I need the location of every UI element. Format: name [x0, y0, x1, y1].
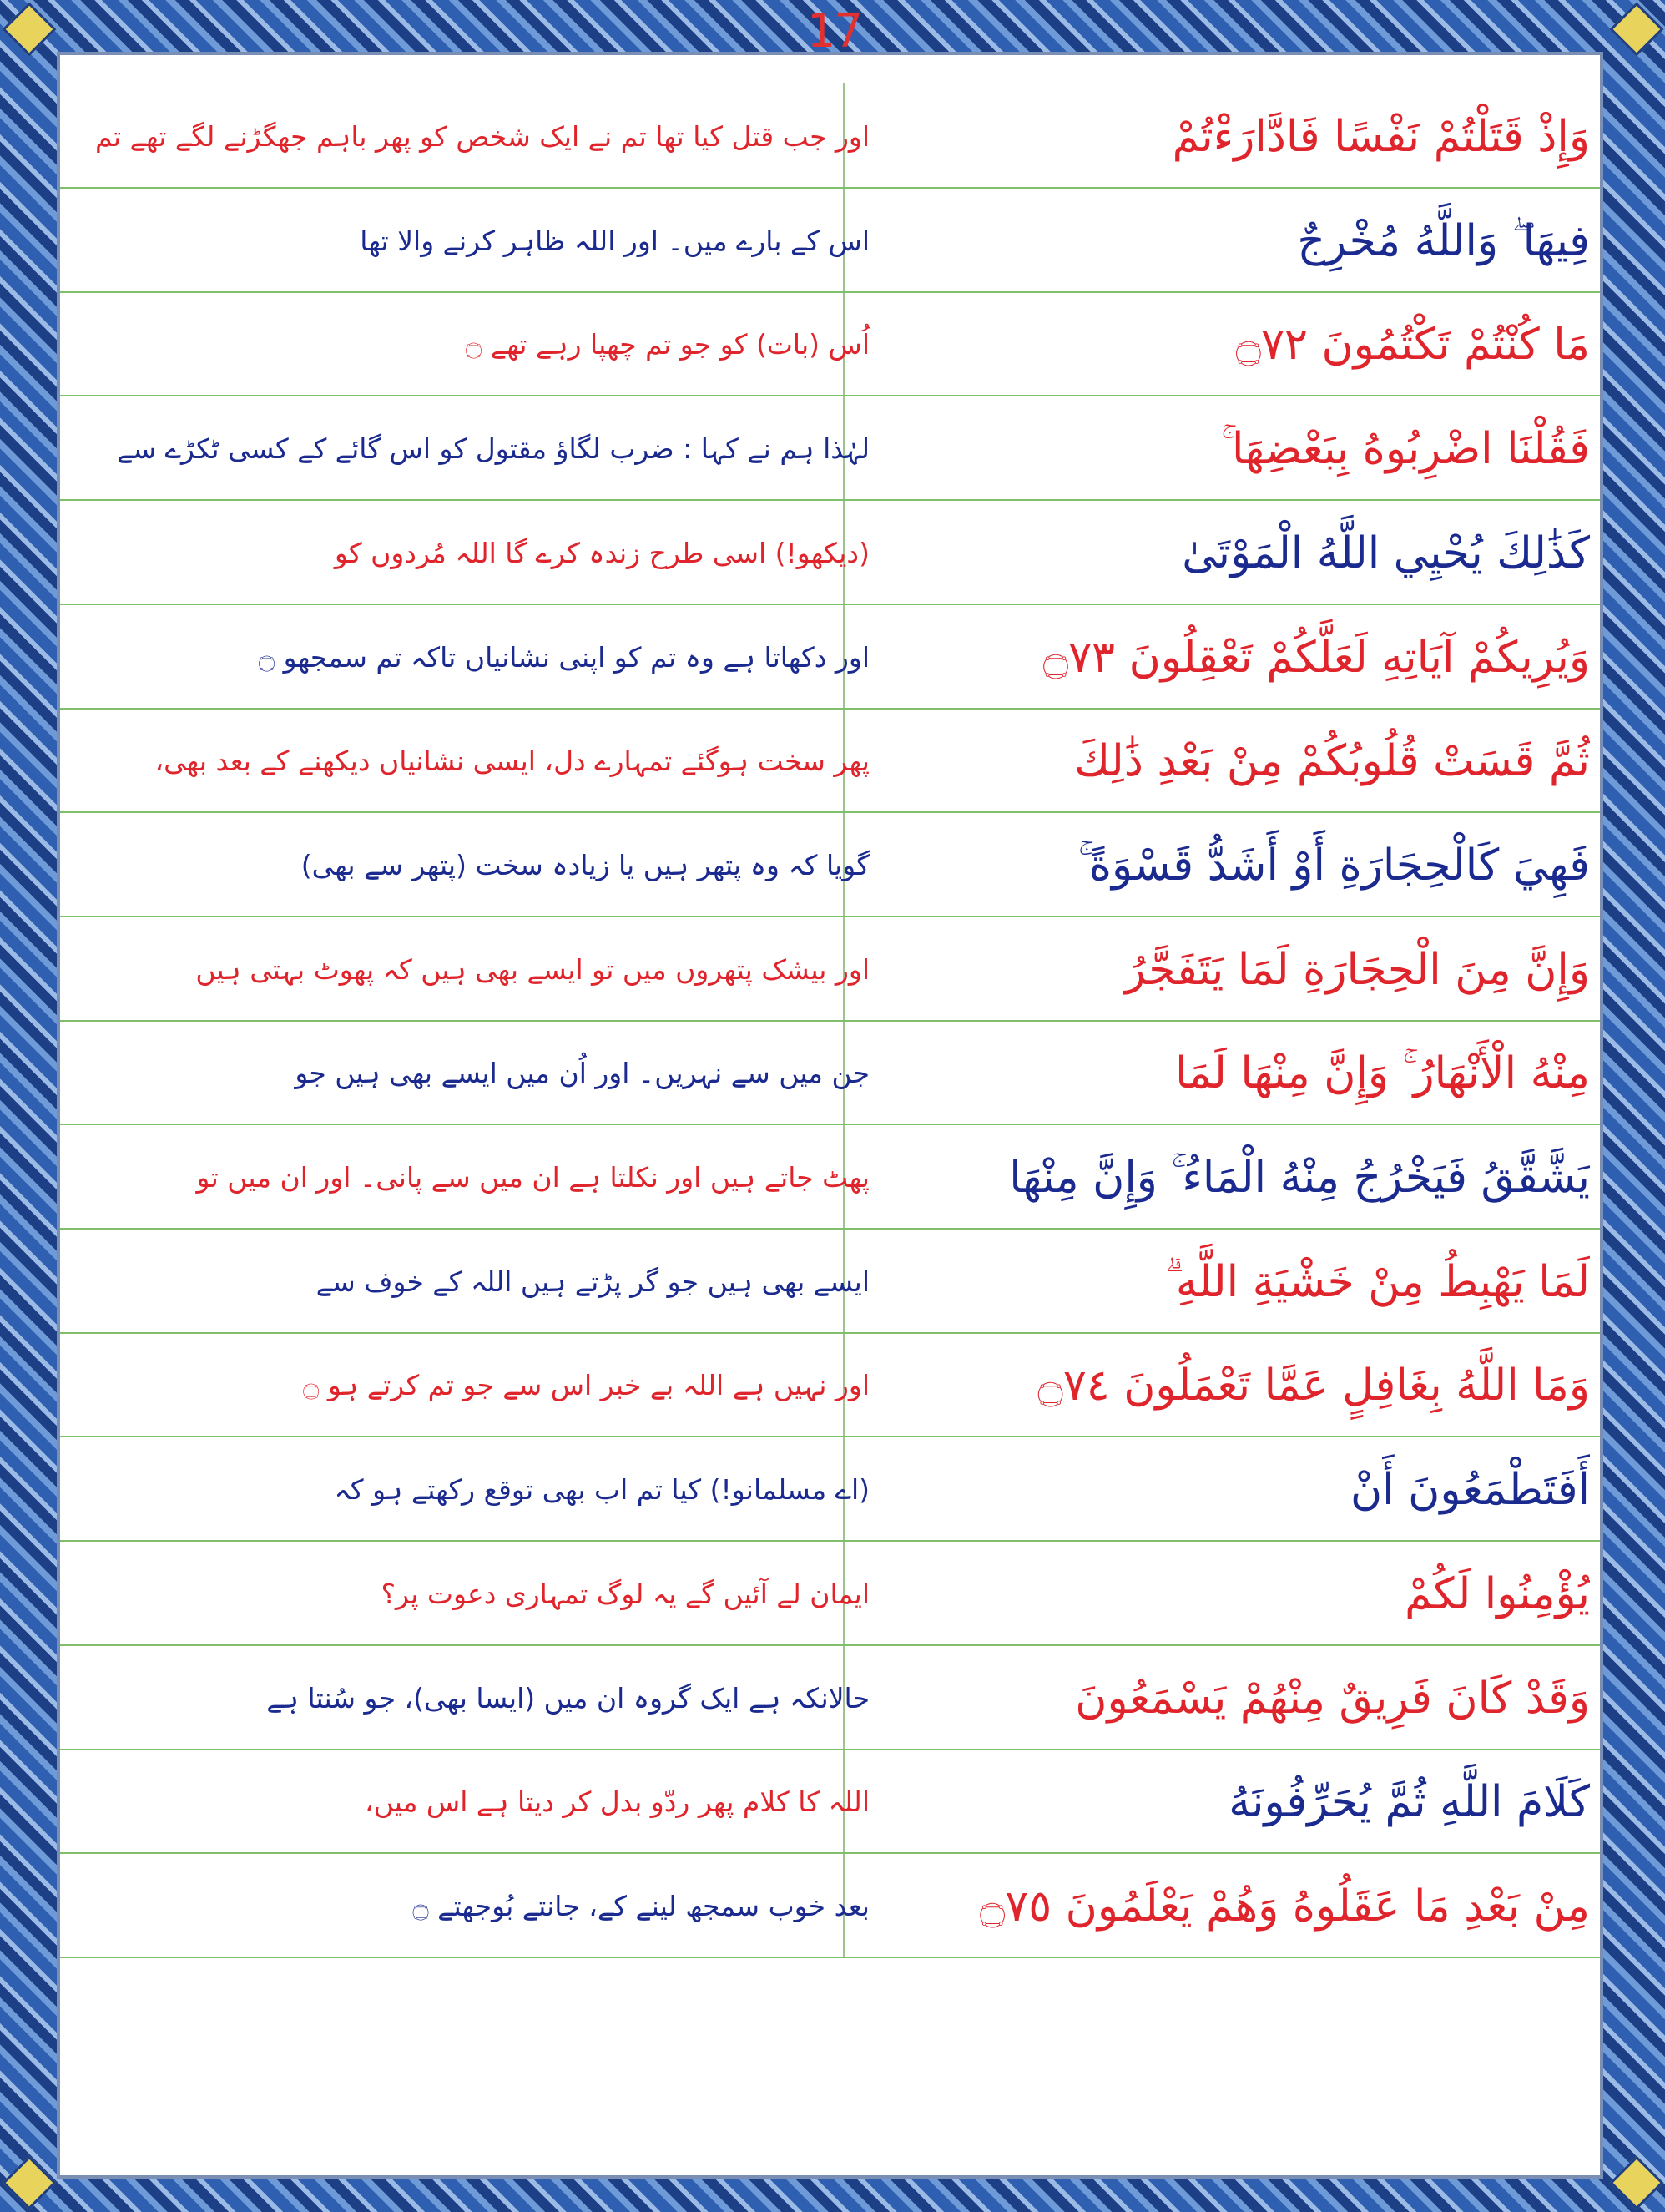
arabic-text: فَقُلْنَا اضْرِبُوهُ بِبَعْضِهَا ۚ: [1221, 424, 1590, 475]
urdu-translation: اور دکھاتا ہے وہ تم کو اپنی نشانیاں تاکہ تم سمجھو ۝: [258, 640, 870, 674]
arabic-text: أَفَتَطْمَعُونَ أَنْ: [1350, 1465, 1590, 1516]
arabic-text: مِنْ بَعْدِ مَا عَقَلُوهُ وَهُمْ يَعْلَمُونَ ۝٧٥: [979, 1881, 1590, 1932]
urdu-translation: ایمان لے آئیں گے یہ لوگ تمہاری دعوت پر؟: [381, 1577, 870, 1610]
verse-row: [60, 708, 1600, 813]
arabic-text: وَإِذْ قَتَلْتُمْ نَفْسًا فَادَّارَءْتُمْ: [1172, 112, 1590, 162]
urdu-translation: (دیکھو!) اسی طرح زندہ کرے گا اللہ مُردوں کو: [334, 536, 870, 569]
verse-row: [60, 1541, 1600, 1646]
arabic-text: مِنْهُ الْأَنْهَارُ ۚ وَإِنَّ مِنْهَا لَمَا: [1175, 1048, 1590, 1099]
verse-row: [60, 500, 1600, 605]
urdu-translation: پھر سخت ہوگئے تمہارے دل، ایسی نشانیاں دیکھنے کے بعد بھی،: [154, 745, 870, 778]
verse-row: [60, 1229, 1600, 1334]
verse-row: [60, 1749, 1600, 1854]
arabic-text: كَذَٰلِكَ يُحْيِي اللَّهُ الْمَوْتَىٰ: [1182, 528, 1590, 578]
arabic-text: وَقَدْ كَانَ فَرِيقٌ مِنْهُمْ يَسْمَعُونَ: [1075, 1673, 1590, 1724]
arabic-text: لَمَا يَهْبِطُ مِنْ خَشْيَةِ اللَّهِ ۗ: [1164, 1256, 1590, 1307]
verse-row: [60, 812, 1600, 917]
urdu-translation: اس کے بارے میں۔ اور اللہ ظاہر کرنے والا تھا: [360, 224, 870, 257]
urdu-translation: لہٰذا ہم نے کہا : ضرب لگاؤ مقتول کو اس گائے کے کسی ٹکڑے سے: [117, 432, 870, 466]
urdu-translation: اور بیشک پتھروں میں تو ایسے بھی ہیں کہ پھوٹ بہتی ہیں: [195, 952, 870, 986]
urdu-translation: حالانکہ ہے ایک گروہ ان میں (ایسا بھی)، جو سُنتا ہے: [266, 1681, 870, 1715]
arabic-text: وَمَا اللَّهُ بِغَافِلٍ عَمَّا تَعْمَلُونَ ۝٧٤: [1037, 1361, 1590, 1412]
urdu-translation: گویا کہ وہ پتھر ہیں یا زیادہ سخت (پتھر سے بھی): [300, 848, 870, 881]
urdu-translation: (اے مسلمانو!) کیا تم اب بھی توقع رکھتے ہو کہ: [334, 1473, 870, 1507]
urdu-translation: پھٹ جاتے ہیں اور نکلتا ہے ان میں سے پانی۔ اور ان میں تو: [196, 1161, 870, 1194]
verse-row: [60, 1124, 1600, 1230]
verse-row: [60, 1332, 1600, 1437]
urdu-translation: اور جب قتل کیا تھا تم نے ایک شخص کو پھر باہم جھگڑنے لگے تھے تم: [95, 120, 870, 153]
verse-row: [60, 1437, 1600, 1542]
urdu-translation: بعد خوب سمجھ لینے کے، جانتے بُوجھتے ۝: [412, 1889, 870, 1922]
page-number: 17: [806, 4, 863, 58]
arabic-text: فَهِيَ كَالْحِجَارَةِ أَوْ أَشَدُّ قَسْوَةً ۚ: [1077, 840, 1590, 891]
verse-row: [60, 1645, 1600, 1750]
verse-row: [60, 83, 1600, 189]
urdu-translation: ایسے بھی ہیں جو گر پڑتے ہیں اللہ کے خوف سے: [315, 1265, 870, 1298]
arabic-text: مَا كُنْتُمْ تَكْتُمُونَ ۝٧٢: [1235, 320, 1590, 371]
verse-row: [60, 1020, 1600, 1125]
verse-row: [60, 604, 1600, 710]
arabic-text: يَشَّقَّقُ فَيَخْرُجُ مِنْهُ الْمَاءُ ۚ وَإِنَّ مِنْهَا: [1009, 1153, 1590, 1203]
verse-row: [60, 1853, 1600, 1958]
arabic-text: فِيهَا ۖ وَاللَّهُ مُخْرِجٌ: [1297, 215, 1590, 266]
verse-row: [60, 396, 1600, 501]
verse-row: [60, 917, 1600, 1022]
arabic-text: ثُمَّ قَسَتْ قُلُوبُكُمْ مِنْ بَعْدِ ذَٰلِكَ: [1074, 736, 1590, 787]
arabic-text: وَإِنَّ مِنَ الْحِجَارَةِ لَمَا يَتَفَجَّرُ: [1124, 944, 1590, 995]
arabic-text: كَلَامَ اللَّهِ ثُمَّ يُحَرِّفُونَهُ: [1229, 1777, 1590, 1828]
urdu-translation: اور نہیں ہے اللہ بے خبر اس سے جو تم کرتے ہو ۝: [303, 1369, 870, 1402]
verse-row: [60, 188, 1600, 293]
arabic-text: يُؤْمِنُوا لَكُمْ: [1405, 1568, 1590, 1619]
arabic-text: وَيُرِيكُمْ آيَاتِهِ لَعَلَّكُمْ تَعْقِلُونَ ۝٧٣: [1042, 632, 1590, 683]
verse-row: [60, 291, 1600, 396]
urdu-translation: اُس (بات) کو جو تم چھپا رہے تھے ۝: [465, 328, 870, 361]
urdu-translation: اللہ کا کلام پھر ردّو بدل کر دیتا ہے اس میں،: [365, 1785, 870, 1819]
urdu-translation: جن میں سے نہریں۔ اور اُن میں ایسے بھی ہیں جو: [295, 1057, 870, 1090]
